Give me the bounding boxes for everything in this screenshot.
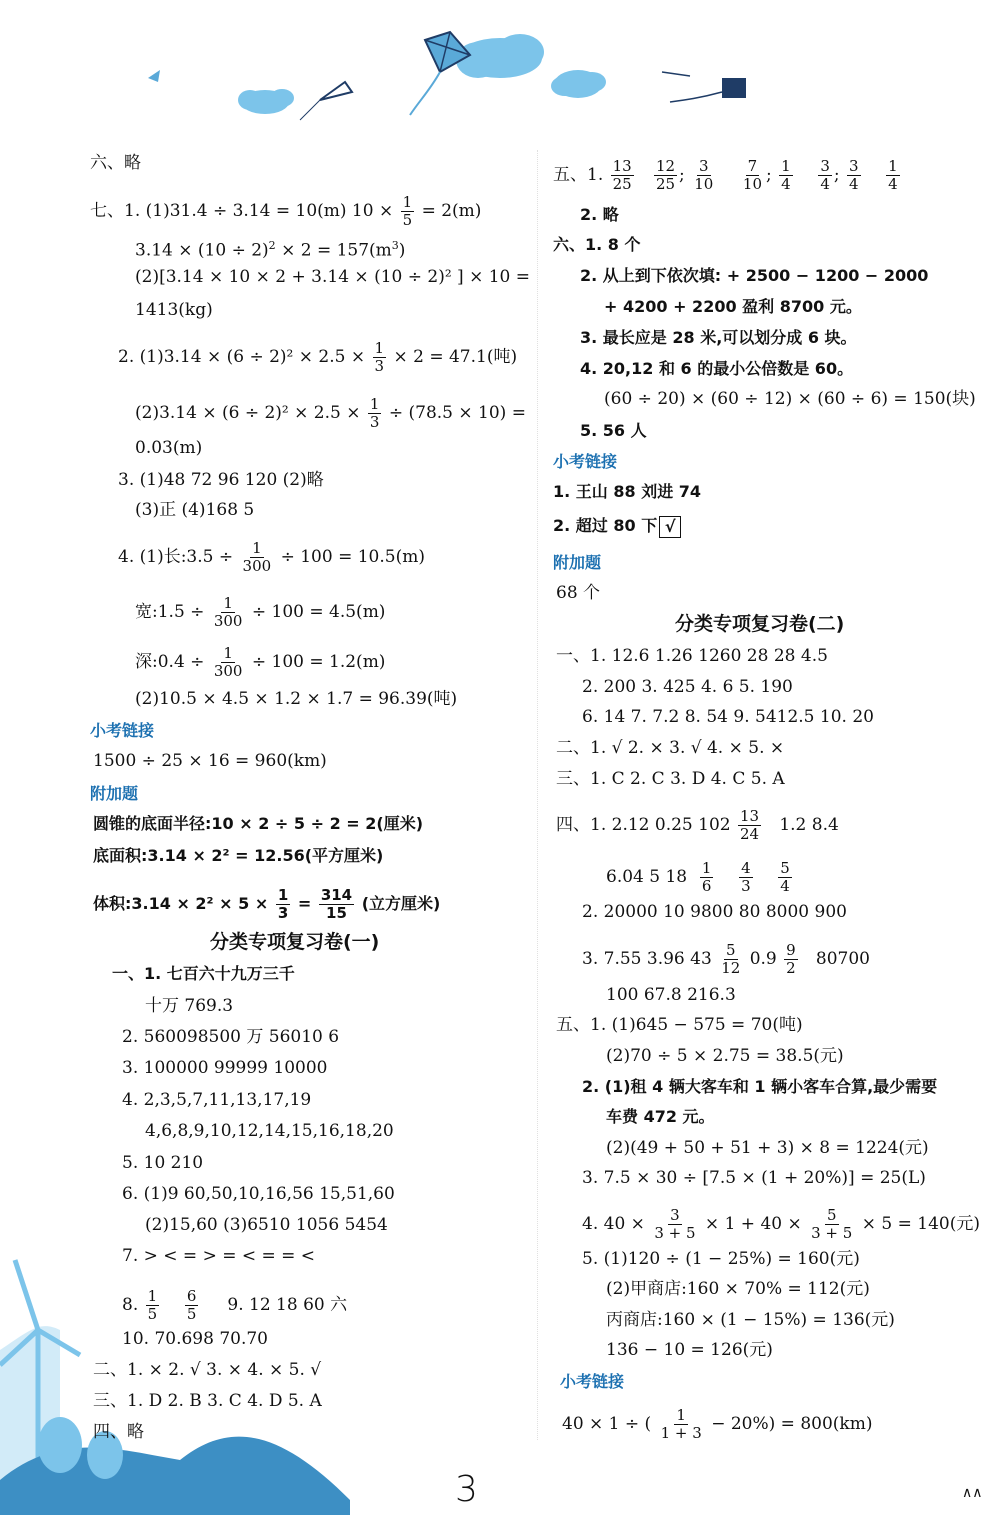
fraction: $\frac{3}{3 + 5}$ xyxy=(654,1206,696,1242)
bird-icon xyxy=(148,70,160,82)
section-label: 小考链接 xyxy=(560,1372,625,1391)
answer-line: 4. 20,12 和 6 的最小公倍数是 60。 xyxy=(580,359,854,378)
fraction: $\frac{1}{4}$ xyxy=(781,157,791,193)
answer-line: (60 ÷ 20) × (60 ÷ 12) × (60 ÷ 6) = 150(块) xyxy=(604,389,976,409)
fraction: $\frac{3}{4}$ xyxy=(849,157,859,193)
fraction: $\frac{1}{3}$ xyxy=(369,395,380,431)
answer-line: 7. > < = > = < = = < xyxy=(122,1246,316,1266)
fraction: $\frac{1}{6}$ xyxy=(701,859,712,895)
cloud-icon xyxy=(551,70,606,98)
fraction: $\frac{1}{300}$ xyxy=(213,644,243,680)
answer-line: 1500 ÷ 25 × 16 = 960(km) xyxy=(93,751,327,771)
fraction: $\frac{4}{3}$ xyxy=(741,859,751,895)
answer-line: 3. 100000 99999 10000 xyxy=(122,1058,328,1078)
answer-line: (2)10.5 × 4.5 × 1.2 × 1.7 = 96.39(吨) xyxy=(135,689,458,709)
answer-line: 6. (1)9 60,50,10,16,56 15,51,60 xyxy=(122,1184,395,1204)
section-label: 小考链接 xyxy=(90,721,155,740)
answer-line: 底面积:3.14 × 2² = 12.56(平方厘米) xyxy=(93,846,384,865)
answer-line: (2)甲商店:160 × 70% = 112(元) xyxy=(606,1279,870,1299)
answer-line: 一、1. 12.6 1.26 1260 28 28 4.5 xyxy=(556,646,828,666)
fraction: $\frac{13}{24}$ xyxy=(740,807,760,843)
section-label: 小考链接 xyxy=(553,452,618,471)
fraction: $\frac{1}{300}$ xyxy=(242,539,272,575)
answer-line: 2. 超过 80 下 √ xyxy=(553,515,681,538)
fraction: $\frac{9}{2}$ xyxy=(786,941,796,977)
fraction: $\frac{1}{3}$ xyxy=(374,339,385,375)
answer-line: 6.04 5 18 $\frac{1}{6}$ $\frac{4}{3}$ $\frac{5}{4}$ xyxy=(606,859,790,895)
answer-line: 136 − 10 = 126(元) xyxy=(606,1340,773,1360)
answer-line: 2. 从上到下依次填: + 2500 − 1200 − 2000 xyxy=(580,266,929,285)
answer-line: 六、略 xyxy=(90,153,141,173)
answer-line: 8. $\frac{1}{5}$ $\frac{6}{5}$ 9. 12 18 60 六 xyxy=(122,1287,348,1323)
answer-line: 四、略 xyxy=(93,1422,144,1442)
header-illustration xyxy=(0,0,1000,150)
answer-line: (2)(49 + 50 + 51 + 3) × 8 = 1224(元) xyxy=(606,1138,929,1158)
answer-line: 3. (1)48 72 96 120 (2)略 xyxy=(118,470,324,490)
fraction: $\frac{1}{3}$ xyxy=(277,886,289,922)
fraction: $\frac{3}{10}$ xyxy=(694,157,714,193)
answer-line: 圆锥的底面半径:10 × 2 ÷ 5 ÷ 2 = 2(厘米) xyxy=(93,814,424,833)
answer-line: 宽:1.5 ÷ $\frac{1}{300}$ ÷ 100 = 4.5(m) xyxy=(135,594,386,630)
fraction: $\frac{1}{1 + 3}$ xyxy=(660,1406,702,1442)
corner-mark: ∧∧ xyxy=(962,1485,983,1501)
fraction: $\frac{13}{25}$ xyxy=(612,157,632,193)
answer-line: (2)15,60 (3)6510 1056 5454 xyxy=(145,1215,388,1235)
cloud-icon xyxy=(238,89,294,114)
fraction: $\frac{3}{4}$ xyxy=(820,157,830,193)
answer-line: 六、1. 8 个 xyxy=(553,235,641,254)
answer-line: 10. 70.698 70.70 xyxy=(122,1329,268,1349)
fraction: $\frac{1}{4}$ xyxy=(888,157,898,193)
fraction: $\frac{5}{4}$ xyxy=(780,859,790,895)
answer-line: 五、1. $\frac{13}{25}$ $\frac{12}{25}$ ; $\frac{3}{10}$ $\frac{7}{10}$ ; $\frac{1}{4}$ $\frac{3}{4}$ ; $\frac{3}{4}$ $\frac{1}{4}$ xyxy=(553,157,898,193)
answer-line: 0.03(m) xyxy=(135,438,203,458)
answer-line: 三、1. C 2. C 3. D 4. C 5. A xyxy=(556,769,785,789)
answer-line: 体积:3.14 × 2² × 5 × $\frac{1}{3}$ = $\frac{314}{15}$ (立方厘米) xyxy=(93,886,441,922)
answer-line: (3)正 (4)168 5 xyxy=(135,500,255,520)
fraction: $\frac{7}{10}$ xyxy=(742,157,762,193)
page-number: 3 xyxy=(455,1469,478,1510)
kite-icon xyxy=(662,72,746,102)
answer-line: 2. 560098500 万 56010 6 xyxy=(122,1027,340,1047)
answer-line: 1. 王山 88 刘进 74 xyxy=(553,482,702,501)
answer-line: 3. 7.55 3.96 43 $\frac{5}{12}$ 0.9 $\frac{9}{2}$ 80700 xyxy=(582,941,870,977)
fraction: $\frac{5}{3 + 5}$ xyxy=(811,1206,853,1242)
fraction: $\frac{1}{5}$ xyxy=(402,193,413,229)
answer-line: 5. 10 210 xyxy=(122,1153,204,1173)
section-label: 附加题 xyxy=(553,553,602,572)
fraction: $\frac{5}{12}$ xyxy=(721,941,741,977)
answer-line: 深:0.4 ÷ $\frac{1}{300}$ ÷ 100 = 1.2(m) xyxy=(135,644,386,680)
answer-line: 二、1. √ 2. × 3. √ 4. × 5. × xyxy=(556,738,785,758)
fraction: $\frac{12}{25}$ xyxy=(655,157,676,193)
answer-line: 十万 769.3 xyxy=(145,996,234,1016)
answer-line: 6. 14 7. 7.2 8. 54 9. 5412.5 10. 20 xyxy=(582,707,874,727)
fraction: $\frac{314}{15}$ xyxy=(320,886,353,922)
section-label: 附加题 xyxy=(90,784,139,803)
answer-line: 4. (1)长:3.5 ÷ $\frac{1}{300}$ ÷ 100 = 10.5(m) xyxy=(118,539,425,575)
answer-line: (2)[3.14 × 10 × 2 + 3.14 × (10 ÷ 2)² ] × 10 = xyxy=(135,267,531,287)
answer-line: 4. 40 × $\frac{3}{3 + 5}$ × 1 + 40 × $\frac{5}{3 + 5}$ × 5 = 140(元) xyxy=(582,1206,980,1242)
answer-line: 2. 20000 10 9800 80 8000 900 xyxy=(582,902,847,922)
answer-line: (2)70 ÷ 5 × 2.75 = 38.5(元) xyxy=(606,1046,844,1066)
answer-line: 1413(kg) xyxy=(135,300,213,320)
answer-line: 二、1. × 2. √ 3. × 4. × 5. √ xyxy=(93,1360,322,1380)
answer-line: 2. 200 3. 425 4. 6 5. 190 xyxy=(582,677,793,697)
fraction: $\frac{1}{5}$ xyxy=(147,1287,158,1323)
column-divider xyxy=(537,150,538,1440)
answer-line: 2. (1)3.14 × (6 ÷ 2)² × 2.5 × $\frac{1}{3}$ × 2 = 47.1(吨) xyxy=(118,339,518,375)
answer-line: 丙商店:160 × (1 − 15%) = 136(元) xyxy=(606,1310,895,1330)
answer-line: 2. (1)租 4 辆大客车和 1 辆小客车合算,最少需要 xyxy=(582,1077,938,1096)
answer-line: 5. (1)120 ÷ (1 − 25%) = 160(元) xyxy=(582,1249,860,1269)
answer-line: 七、1. (1)31.4 ÷ 3.14 = 10(m) 10 × $\frac{1}{5}$ = 2(m) xyxy=(90,193,482,229)
fraction: $\frac{6}{5}$ xyxy=(186,1287,197,1323)
answer-line: 40 × 1 ÷ ( $\frac{1}{1 + 3}$ − 20%) = 800(km) xyxy=(562,1406,873,1442)
answer-line: 三、1. D 2. B 3. C 4. D 5. A xyxy=(93,1391,322,1411)
answer-line: + 4200 + 2200 盈利 8700 元。 xyxy=(604,297,862,316)
fraction: $\frac{1}{300}$ xyxy=(213,594,243,630)
answer-line: 4,6,8,9,10,12,14,15,16,18,20 xyxy=(145,1121,394,1141)
answer-line: 68 个 xyxy=(556,583,601,603)
answer-line: 五、1. (1)645 − 575 = 70(吨) xyxy=(556,1015,803,1035)
answer-line: 5. 56 人 xyxy=(580,421,647,440)
kite-icon xyxy=(300,82,352,120)
answer-line: 2. 略 xyxy=(580,205,619,224)
answer-line: $3.14 \times (10 \div 2)^2 \times 2 = 157(m^3)$ xyxy=(135,239,406,261)
answer-line: 四、1. 2.12 0.25 102 $\frac{13}{24}$ 1.2 8.4 xyxy=(556,807,839,843)
kite-icon xyxy=(410,32,470,115)
answer-line: 车费 472 元。 xyxy=(606,1107,715,1126)
answer-line: 100 67.8 216.3 xyxy=(606,985,736,1005)
answer-line: 4. 2,3,5,7,11,13,17,19 xyxy=(122,1090,312,1110)
checkmark-box: √ xyxy=(659,516,681,538)
section-title: 分类专项复习卷(二) xyxy=(675,613,845,635)
answer-line: 一、1. 七百六十九万三千 xyxy=(112,964,295,983)
section-title: 分类专项复习卷(一) xyxy=(210,931,380,953)
answer-line: (2)3.14 × (6 ÷ 2)² × 2.5 × $\frac{1}{3}$ ÷ (78.5 × 10) = xyxy=(135,395,526,431)
answer-line: 3. 最长应是 28 米,可以划分成 6 块。 xyxy=(580,328,857,347)
answer-line: 3. 7.5 × 30 ÷ [7.5 × (1 + 20%)] = 25(L) xyxy=(582,1168,926,1188)
